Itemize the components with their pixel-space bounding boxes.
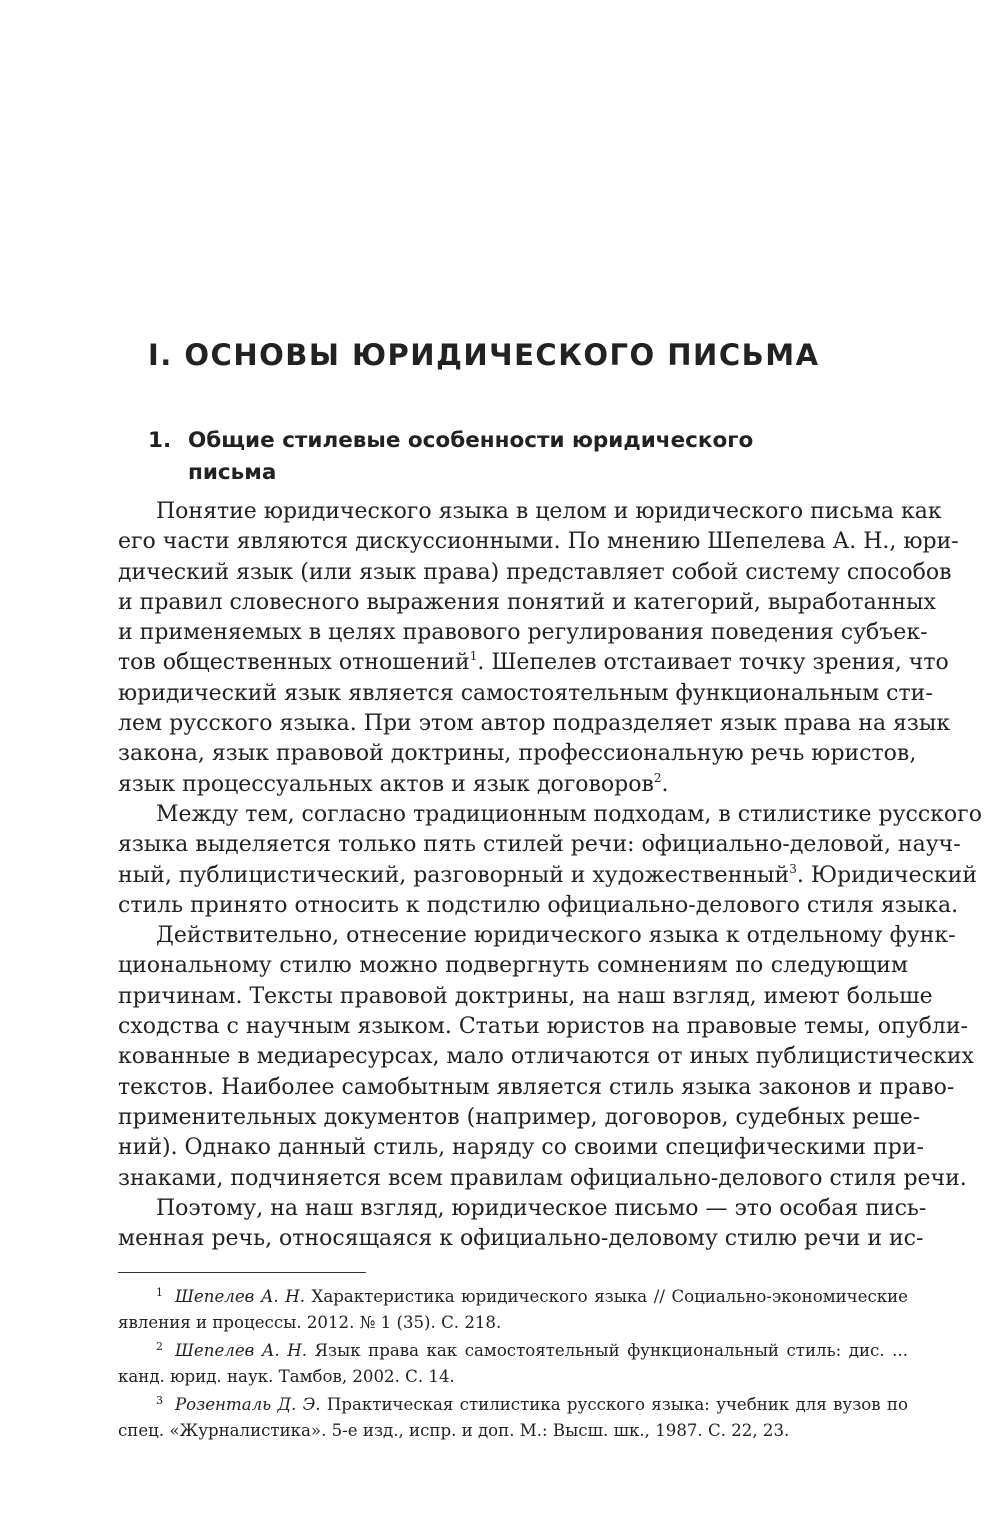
text-line: сходства с научным языком. Статьи юристов на правовые темы, опубли- [118, 1014, 968, 1040]
footnote-line [118, 1284, 908, 1310]
text-line [118, 648, 949, 678]
section-title-line-2: письма [188, 460, 277, 485]
text-line: менная речь, относящаяся к официально-деловому стилю речи и ис- [118, 1226, 924, 1252]
text-line [118, 861, 978, 891]
text-segment: язык процессуальных актов и язык договоров [118, 771, 654, 797]
footnote-ref-2[interactable]: 2 [653, 770, 662, 785]
section-title-line-1: Общие стилевые особенности юридического [188, 428, 754, 453]
text-line: дический язык (или язык права) представляет собой систему способов [118, 559, 952, 585]
chapter-title: I. ОСНОВЫ ЮРИДИЧЕСКОГО ПИСЬМА [148, 338, 820, 372]
text-line: Действительно, отнесение юридического языка к отдельному функ- [156, 923, 956, 949]
footnote-text: Язык права как самостоятельный функциональный стиль: дис. ... [307, 1341, 908, 1360]
footnotes [118, 1284, 908, 1446]
text-segment: ный, публицистический, разговорный и художественный [118, 862, 790, 888]
text-line: его части являются дискуссионными. По мнению Шепелева А. Н., юри- [118, 529, 959, 555]
footnote-mark: 2 [156, 1340, 163, 1353]
footnote-ref-1[interactable]: 1 [469, 649, 478, 664]
footnote-ref-3[interactable]: 3 [789, 861, 797, 876]
text-line: циональному стилю можно подвергнуть сомнениям по следующим [118, 953, 908, 979]
footnote-mark: 1 [156, 1286, 163, 1299]
text-line [118, 770, 908, 800]
footnote-1 [118, 1284, 908, 1335]
paragraph-2 [118, 800, 982, 921]
text-line: ний). Однако данный стиль, наряду со своими специфическими при- [118, 1135, 924, 1161]
text-line: лем русского языка. При этом автор подразделяет язык права на язык [118, 711, 951, 737]
text-line: Между тем, согласно традиционным подходам, в стилистике русского [156, 801, 982, 827]
footnote-line [118, 1338, 908, 1364]
text-line: Понятие юридического языка в целом и юридического письма как [156, 499, 942, 524]
text-segment: . Шепелев отстаивает точку зрения, что [477, 650, 949, 676]
text-line: стиль принято относить к подстилю официально-делового стиля языка. [118, 892, 959, 918]
text-line: текстов. Наиболее самобытным является стиль языка законов и право- [118, 1074, 955, 1100]
paragraph-1 [118, 497, 959, 800]
text-line: кованные в медиаресурсах, мало отличаются от иных публицистических [118, 1044, 974, 1070]
footnote-author: Шепелев А. Н. [175, 1287, 305, 1306]
footnote-line: спец. «Журналистика». 5-е изд., испр. и доп. М.: Высш. шк., 1987. С. 22, 23. [118, 1420, 790, 1440]
footnote-mark: 3 [156, 1394, 163, 1407]
paragraph-3 [118, 921, 974, 1194]
footnote-2 [118, 1338, 908, 1389]
text-line: и применяемых в целях правового регулирования поведения субъек- [118, 620, 928, 646]
text-segment: . Юридический [796, 862, 978, 888]
text-line: Поэтому, на наш взгляд, юридическое письмо — это особая пись- [156, 1195, 927, 1221]
text-line: языка выделяется только пять стилей речи: официально-деловой, науч- [118, 832, 961, 858]
footnote-line: явления и процессы. 2012. № 1 (35). С. 218. [118, 1312, 502, 1332]
footnote-line: канд. юрид. наук. Тамбов, 2002. С. 14. [118, 1366, 455, 1386]
footnote-author: Розенталь Д. Э. [175, 1395, 321, 1414]
text-line: применительных документов (например, договоров, судебных реше- [118, 1104, 921, 1130]
footnote-author: Шепелев А. Н. [175, 1341, 308, 1360]
footnote-line [118, 1392, 908, 1418]
text-line: знаками, подчиняется всем правилам официально-делового стиля речи. [118, 1165, 967, 1191]
footnote-text: Характеристика юридического языка // Социально-экономические [304, 1287, 909, 1306]
text-line: и правил словесного выражения понятий и категорий, выработанных [118, 589, 936, 615]
text-line: закона, язык правовой доктрины, профессиональную речь юристов, [118, 741, 917, 767]
text-line: юридический язык является самостоятельным функциональным сти- [118, 680, 933, 706]
section-number: 1. [148, 428, 172, 453]
text-segment: . [661, 771, 669, 797]
section-title [148, 425, 848, 489]
body-text [118, 497, 982, 1254]
text-line: причинам. Тексты правовой доктрины, на наш взгляд, имеют больше [118, 983, 933, 1009]
text-segment: тов общественных отношений [118, 650, 470, 676]
footnote-divider [118, 1272, 366, 1273]
footnote-text: Практическая стилистика русского языка: учебник для вузов по [320, 1395, 908, 1414]
footnote-3 [118, 1392, 908, 1443]
paragraph-4 [118, 1194, 927, 1255]
